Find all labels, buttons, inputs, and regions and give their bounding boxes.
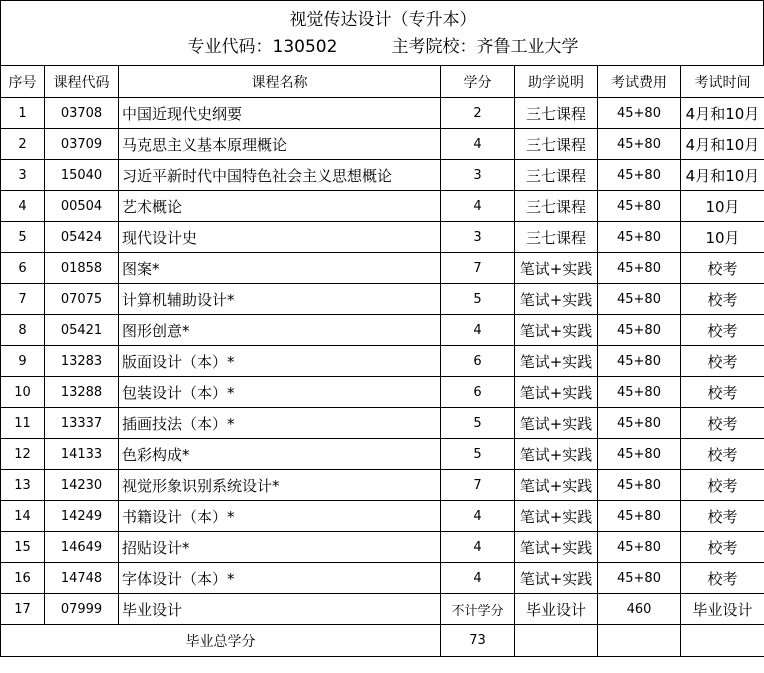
- cell-exam-fee: 45+80: [598, 222, 681, 253]
- cell-exam-time: 10月: [681, 191, 764, 222]
- table-row: [1, 501, 764, 532]
- table-row: [1, 594, 764, 625]
- cell-index: 8: [1, 315, 45, 346]
- cell-index: 17: [1, 594, 45, 625]
- cell-exam-fee: 45+80: [598, 501, 681, 532]
- cell-course-name: 版面设计（本）*: [119, 346, 441, 377]
- cell-course-name: 图案*: [119, 253, 441, 284]
- cell-index: 3: [1, 160, 45, 191]
- table-row: [1, 160, 764, 191]
- total-empty-cell: [515, 625, 598, 657]
- cell-index: 4: [1, 191, 45, 222]
- cell-study-note: 笔试+实践: [515, 253, 598, 284]
- table-row: [1, 439, 764, 470]
- header-credit: 学分: [441, 66, 515, 98]
- table-header-row: [1, 66, 764, 98]
- cell-exam-fee: 45+80: [598, 284, 681, 315]
- table-row: [1, 253, 764, 284]
- cell-exam-fee: 45+80: [598, 377, 681, 408]
- cell-exam-fee: 45+80: [598, 129, 681, 160]
- cell-course-name: 招贴设计*: [119, 532, 441, 563]
- cell-index: 13: [1, 470, 45, 501]
- cell-course-name: 艺术概论: [119, 191, 441, 222]
- cell-course-name: 图形创意*: [119, 315, 441, 346]
- cell-exam-time: 4月和10月: [681, 160, 764, 191]
- cell-exam-time: 4月和10月: [681, 98, 764, 129]
- cell-credit: 4: [441, 563, 515, 594]
- table-row: [1, 284, 764, 315]
- title-block: [0, 0, 764, 66]
- cell-course-code: 14230: [45, 470, 119, 501]
- cell-credit: 6: [441, 346, 515, 377]
- cell-course-name: 插画技法（本）*: [119, 408, 441, 439]
- cell-index: 11: [1, 408, 45, 439]
- table-row: [1, 98, 764, 129]
- cell-index: 1: [1, 98, 45, 129]
- cell-exam-time: 4月和10月: [681, 129, 764, 160]
- cell-credit: 5: [441, 439, 515, 470]
- cell-index: 5: [1, 222, 45, 253]
- cell-course-code: 03709: [45, 129, 119, 160]
- cell-course-name: 计算机辅助设计*: [119, 284, 441, 315]
- cell-credit: 4: [441, 532, 515, 563]
- major-code-label: 专业代码：130502: [187, 37, 338, 57]
- cell-course-name: 视觉形象识别系统设计*: [119, 470, 441, 501]
- cell-exam-time: 校考: [681, 284, 764, 315]
- table-row: [1, 191, 764, 222]
- cell-credit: 4: [441, 501, 515, 532]
- total-value: 73: [441, 625, 515, 657]
- cell-exam-fee: 45+80: [598, 253, 681, 284]
- cell-credit: 5: [441, 284, 515, 315]
- cell-index: 6: [1, 253, 45, 284]
- cell-course-name: 色彩构成*: [119, 439, 441, 470]
- total-empty-cell: [681, 625, 764, 657]
- cell-credit: 3: [441, 222, 515, 253]
- total-row: [1, 625, 764, 657]
- cell-index: 14: [1, 501, 45, 532]
- cell-study-note: 三七课程: [515, 129, 598, 160]
- table-row: [1, 408, 764, 439]
- cell-exam-time: 校考: [681, 253, 764, 284]
- cell-exam-time: 校考: [681, 470, 764, 501]
- cell-exam-fee: 45+80: [598, 191, 681, 222]
- cell-course-code: 05424: [45, 222, 119, 253]
- cell-study-note: 笔试+实践: [515, 315, 598, 346]
- cell-course-name: 中国近现代史纲要: [119, 98, 441, 129]
- cell-exam-fee: 45+80: [598, 532, 681, 563]
- cell-exam-time: 校考: [681, 346, 764, 377]
- cell-exam-time: 校考: [681, 501, 764, 532]
- cell-credit: 5: [441, 408, 515, 439]
- cell-course-name: 字体设计（本）*: [119, 563, 441, 594]
- cell-course-code: 13283: [45, 346, 119, 377]
- table-row: [1, 129, 764, 160]
- cell-study-note: 笔试+实践: [515, 346, 598, 377]
- table-row: [1, 346, 764, 377]
- subtitle-line: [1, 36, 764, 58]
- cell-course-name: 包装设计（本）*: [119, 377, 441, 408]
- cell-exam-time: 校考: [681, 408, 764, 439]
- cell-credit: 7: [441, 470, 515, 501]
- header-course-name: 课程名称: [119, 66, 441, 98]
- table-row: [1, 470, 764, 501]
- cell-study-note: 笔试+实践: [515, 439, 598, 470]
- page-title: 视觉传达设计（专升本）: [289, 10, 477, 30]
- cell-exam-fee: 45+80: [598, 563, 681, 594]
- total-empty-cell: [598, 625, 681, 657]
- cell-study-note: 三七课程: [515, 222, 598, 253]
- cell-credit: 4: [441, 191, 515, 222]
- cell-credit: 7: [441, 253, 515, 284]
- cell-index: 16: [1, 563, 45, 594]
- cell-course-code: 14748: [45, 563, 119, 594]
- cell-exam-time: 校考: [681, 532, 764, 563]
- cell-exam-fee: 45+80: [598, 315, 681, 346]
- header-exam-time: 考试时间: [681, 66, 764, 98]
- cell-exam-time: 校考: [681, 563, 764, 594]
- cell-course-code: 07075: [45, 284, 119, 315]
- cell-index: 7: [1, 284, 45, 315]
- cell-course-code: 13288: [45, 377, 119, 408]
- cell-course-code: 14133: [45, 439, 119, 470]
- cell-study-note: 笔试+实践: [515, 284, 598, 315]
- cell-credit: 4: [441, 315, 515, 346]
- cell-course-name: 毕业设计: [119, 594, 441, 625]
- course-table-body: [1, 98, 764, 625]
- course-table: [0, 65, 764, 657]
- cell-index: 2: [1, 129, 45, 160]
- school-label: 主考院校：齐鲁工业大学: [391, 37, 579, 57]
- cell-study-note: 笔试+实践: [515, 563, 598, 594]
- cell-exam-fee: 460: [598, 594, 681, 625]
- cell-study-note: 三七课程: [515, 160, 598, 191]
- cell-study-note: 三七课程: [515, 98, 598, 129]
- cell-credit: 4: [441, 129, 515, 160]
- cell-study-note: 笔试+实践: [515, 408, 598, 439]
- cell-course-code: 14649: [45, 532, 119, 563]
- cell-course-name: 习近平新时代中国特色社会主义思想概论: [119, 160, 441, 191]
- table-row: [1, 222, 764, 253]
- cell-exam-time: 10月: [681, 222, 764, 253]
- cell-credit: 3: [441, 160, 515, 191]
- cell-study-note: 笔试+实践: [515, 470, 598, 501]
- cell-course-code: 15040: [45, 160, 119, 191]
- cell-course-name: 现代设计史: [119, 222, 441, 253]
- cell-index: 15: [1, 532, 45, 563]
- cell-exam-fee: 45+80: [598, 160, 681, 191]
- cell-exam-fee: 45+80: [598, 98, 681, 129]
- cell-course-code: 03708: [45, 98, 119, 129]
- cell-course-code: 14249: [45, 501, 119, 532]
- cell-exam-time: 校考: [681, 377, 764, 408]
- table-row: [1, 377, 764, 408]
- cell-study-note: 笔试+实践: [515, 377, 598, 408]
- cell-course-name: 书籍设计（本）*: [119, 501, 441, 532]
- total-label: 毕业总学分: [1, 625, 441, 657]
- header-study-note: 助学说明: [515, 66, 598, 98]
- cell-course-code: 13337: [45, 408, 119, 439]
- cell-course-code: 01858: [45, 253, 119, 284]
- cell-index: 9: [1, 346, 45, 377]
- table-row: [1, 563, 764, 594]
- cell-course-name: 马克思主义基本原理概论: [119, 129, 441, 160]
- cell-index: 12: [1, 439, 45, 470]
- cell-study-note: 毕业设计: [515, 594, 598, 625]
- cell-exam-time: 毕业设计: [681, 594, 764, 625]
- cell-index: 10: [1, 377, 45, 408]
- header-index: 序号: [1, 66, 45, 98]
- table-row: [1, 532, 764, 563]
- header-course-code: 课程代码: [45, 66, 119, 98]
- header-exam-fee: 考试费用: [598, 66, 681, 98]
- cell-credit: 6: [441, 377, 515, 408]
- cell-exam-fee: 45+80: [598, 408, 681, 439]
- cell-exam-fee: 45+80: [598, 470, 681, 501]
- cell-study-note: 笔试+实践: [515, 532, 598, 563]
- cell-course-code: 07999: [45, 594, 119, 625]
- cell-exam-fee: 45+80: [598, 346, 681, 377]
- cell-course-code: 05421: [45, 315, 119, 346]
- cell-exam-time: 校考: [681, 315, 764, 346]
- table-row: [1, 315, 764, 346]
- cell-study-note: 笔试+实践: [515, 501, 598, 532]
- cell-course-code: 00504: [45, 191, 119, 222]
- cell-exam-time: 校考: [681, 439, 764, 470]
- cell-credit: 2: [441, 98, 515, 129]
- cell-credit: 不计学分: [441, 594, 515, 625]
- cell-study-note: 三七课程: [515, 191, 598, 222]
- cell-exam-fee: 45+80: [598, 439, 681, 470]
